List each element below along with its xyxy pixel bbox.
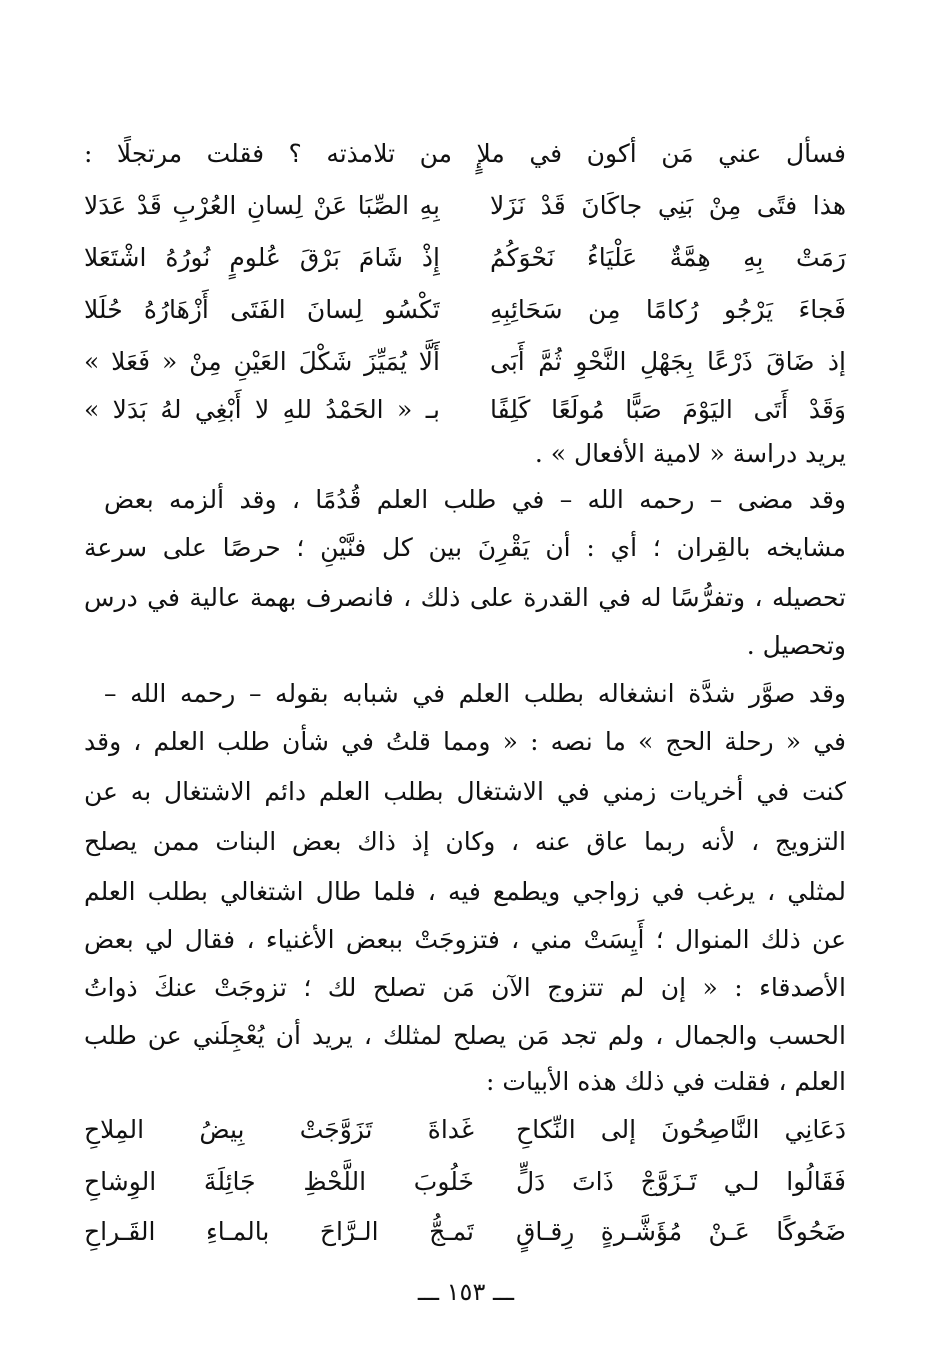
poem2-verse-3-first-hemistich: ضَحُوكًا عَـنْ مُؤَشَّـرةٍ رِقـاقٍ (516, 1217, 846, 1246)
poem2-verse-2-first-hemistich: فَقَالُوا لـي تَـزَوَّجْ ذَاتَ دَلٍّ (516, 1167, 846, 1196)
page-number: ـــ ١٥٣ ـــ (417, 1278, 515, 1306)
poem1-verse-4 (84, 336, 846, 388)
poem1-verse-2-first-hemistich: رَمَتْ بِهِ هِمَّةٌ عَلْيَاءُ نَحْوَكُمُ (490, 243, 846, 272)
poem1-verse-2-second-hemistich: إِذْ شَامَ بَرْقَ عُلومٍ نُورُهُ اشْتَعَلا (84, 243, 440, 272)
paragraph1-line-4: وتحصيل . (746, 631, 846, 660)
poem1-verse-4-second-hemistich: أَلَّا يُمَيِّزَ شَكْلَ العَيْنِ مِنْ « فَعَلا » (84, 347, 440, 376)
poem1-verse-4-first-hemistich: إذ ضَاقَ ذَرْعًا بِجَهْلِ النَّحْوِ ثُمَّ أَبَى (490, 347, 846, 376)
after-poem1-line: يريد دراسة « لامية الأفعال » . (534, 439, 846, 468)
poem2-verse-3-second-hemistich: تَمـجُّ الـرَّاحَ بالمـاءِ القَـراحِ (84, 1217, 474, 1246)
paragraph2-line-9: العلم ، فقلت في ذلك هذه الأبيات : (486, 1067, 846, 1096)
paragraph1-line-1: وقد مضى – رحمه الله – في طلب العلم قُدُمًا ، وقد ألزمه بعض (104, 485, 846, 514)
paragraph2-line-8: الحسب والجمال ، ولم تجد مَن يصلح لمثلك ، يريد أن يُعْجِلَني عن طلب (84, 1021, 846, 1050)
paragraph2-line-1: وقد صوَّر شدَّة انشغاله بطلب العلم في شبابه بقوله – رحمه الله – (104, 679, 846, 708)
paragraph2-line-7: الأصدقاء : « إن لم تتزوج الآن مَن تصلح لك ؛ تزوجَتْ عنكَ ذواتُ (84, 973, 846, 1002)
poem1-verse-1-first-hemistich: هذا فتًى مِنْ بَنِي جاكَانَ قَدْ نَزَلا (490, 191, 846, 220)
poem2-verse-1 (84, 1104, 846, 1156)
paragraph2-line-5: لمثلي ، يرغب في زواجي ويطمع فيه ، فلما طال اشتغالي بطلب العلم (84, 877, 846, 906)
intro-line: فسأل عني مَن أكون في ملإٍ من تلامذته ؟ فقلت مرتجلًا : (84, 139, 846, 168)
poem1-verse-1 (84, 180, 846, 232)
poem1-verse-1-second-hemistich: بِهِ الصِّبَا عَنْ لِسانِ العُرْبِ قَدْ عَدَلا (84, 191, 440, 220)
poem1-verse-2 (84, 232, 846, 284)
paragraph2-line-6: عن ذلك المنوال ؛ أَيِسَتْ مني ، فتزوجَتْ ببعض الأغنياء ، فقال لي بعض (84, 925, 846, 954)
poem2-verse-1-first-hemistich: دَعَانِي النَّاصِحُونَ إلى النِّكاحِ (516, 1115, 846, 1144)
paragraph1-line-2: مشايخه بالقِران ؛ أي : أن يَقْرِنَ بين كل فنَّيْنِ ؛ حرصًا على سرعة (84, 533, 846, 562)
paragraph2-line-2: في « رحلة الحج » ما نصه : « ومما قلتُ في شأن طلب العلم ، وقد (84, 727, 846, 756)
poem1-verse-3-first-hemistich: فَجاءَ يَرْجُو رُكامًا مِن سَحَائِبِهِ (490, 295, 846, 324)
poem2-verse-3 (84, 1206, 846, 1258)
paragraph1-line-3: تحصيله ، وتفرُّسًا له في القدرة على ذلك ، فانصرف بهمة عالية في درس (84, 583, 846, 612)
poem2-verse-1-second-hemistich: غَداةَ تَزَوَّجَتْ بِيضُ المِلاحِ (84, 1115, 474, 1144)
poem1-verse-3-second-hemistich: تَكْسُو لِسانَ الفَتَى أَزْهَارُهُ حُلَلا (84, 295, 440, 324)
paragraph2-line-4: التزويج ، لأنه ربما عاق عنه ، وكان إذ ذاك بعض البنات ممن يصلح (84, 827, 846, 856)
poem2-verse-2 (84, 1156, 846, 1208)
paragraph2-line-3: كنت في أخريات زمني في الاشتغال بطلب العلم دائم الاشتغال به عن (84, 777, 846, 806)
poem1-verse-5-second-hemistich: بـ « الحَمْدُ للهِ لا أَبْغِي لهُ بَدَلا » (84, 395, 440, 424)
poem1-verse-5-first-hemistich: وَقَدْ أَتَى اليَوْمَ صَبًّا مُولَعًا كَلِفًا (490, 395, 846, 424)
poem2-verse-2-second-hemistich: خَلُوبَ اللَّحْظِ جَائِلَةَ الوِشاحِ (84, 1167, 474, 1196)
poem1-verse-3 (84, 284, 846, 336)
